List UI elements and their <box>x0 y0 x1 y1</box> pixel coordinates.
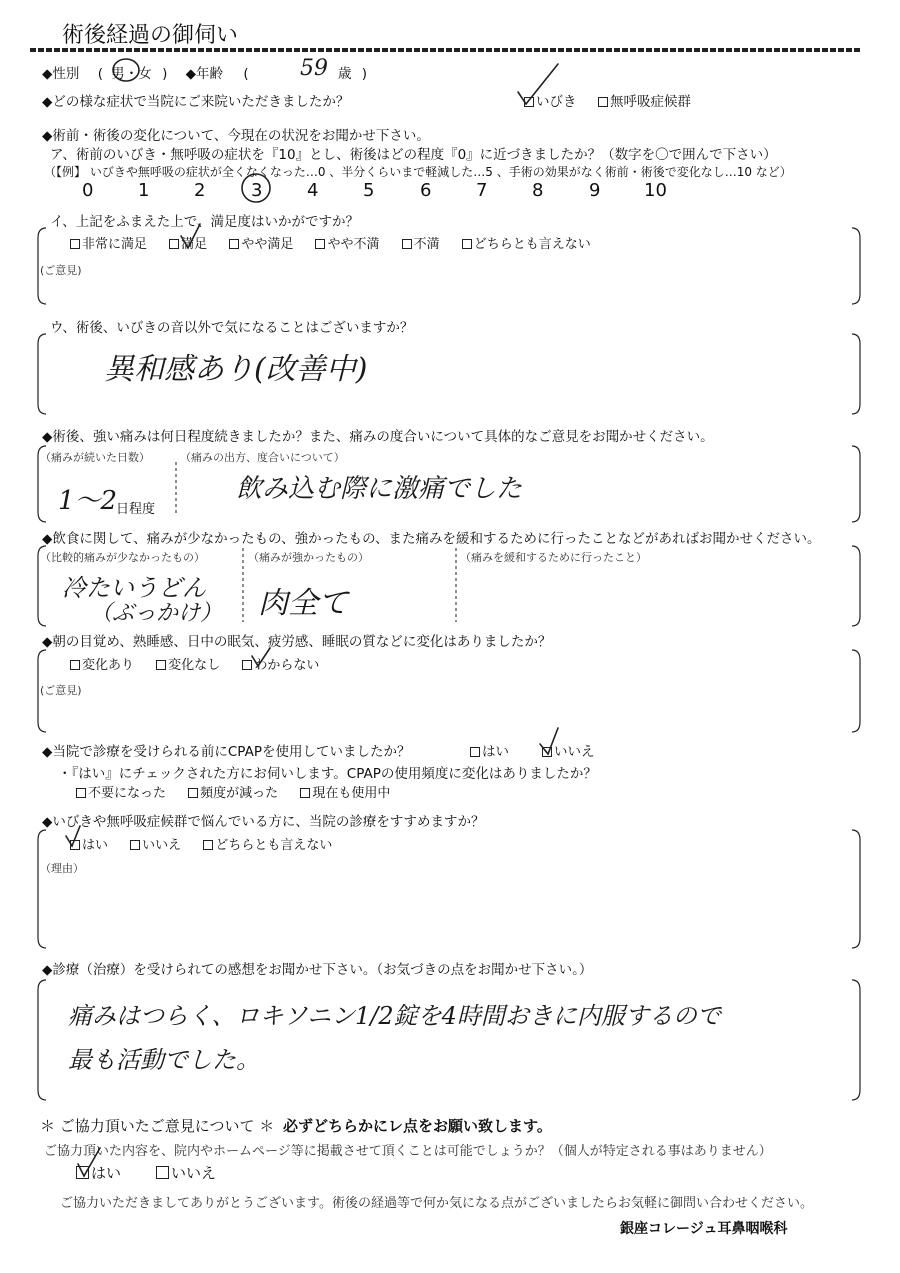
change-subquestion: ア、術前のいびき・無呼吸の症状を『10』とし、術後はどの程度『0』に近づきましたか？（数字を〇で囲んで下さい） <box>50 147 777 163</box>
age-label: ◆年齢 <box>185 66 224 82</box>
change-example: （【例】 いびきや無呼吸の症状が全くなくなった…0 、半分くらいまで軽減した…5 、手術の効果がなく術前・術後で変化なし…10 など） <box>44 165 792 179</box>
age-paren-open: ( <box>243 66 249 82</box>
consent-heading-b: 必ずどちらかにレ点をお願い致します。 <box>283 1117 552 1135</box>
pain-question: ◆術後、強い痛みは何日程度続きましたか？また、痛みの度合いについて具体的なご意見をお聞かせください。 <box>42 429 714 445</box>
sleep-question: ◆朝の目覚め、熟睡感、日中の眠気、疲労感、睡眠の質などに変化はありましたか？ <box>42 634 552 650</box>
scale-4[interactable]: 4 <box>307 180 319 201</box>
option-label: どちらとも言えない <box>473 237 591 252</box>
scale-8[interactable]: 8 <box>532 180 544 201</box>
pain-degree-value[interactable]: 飲み込む際に激痛でした <box>236 474 523 504</box>
consent-question: ご協力頂いた内容を、院内やホームページ等に掲載させて頂くことは可能でしょうか？（個人が特定される事はありません） <box>44 1144 772 1159</box>
scale-6[interactable]: 6 <box>420 180 432 201</box>
option-label: 満足 <box>181 237 208 252</box>
recommend-question: ◆いびきや無呼吸症候群で悩んでいる方に、当院の診療をすすめますか？ <box>42 814 485 830</box>
option-label: はい <box>82 838 109 853</box>
scale-2[interactable]: 2 <box>194 180 206 201</box>
option-label: わからない <box>254 658 320 673</box>
scale-1[interactable]: 1 <box>138 180 150 201</box>
satisfaction-question: イ、上記をふまえた上で、満足度はいかがですか？ <box>50 214 360 230</box>
option-label: 頻度が減った <box>200 786 279 801</box>
food-relief-label: （痛みを緩和するために行ったこと） <box>460 551 647 564</box>
age-value[interactable]: 59 <box>300 56 328 81</box>
consent-heading-a: ＊ ご協力頂いたご意見について ＊ <box>40 1117 275 1135</box>
impression-answer-line1[interactable]: 痛みはつらく、ロキソニン1/2錠を4時間おきに内服するので <box>68 1002 721 1030</box>
gender-female[interactable]: 女 <box>138 66 152 82</box>
option-label: 不要になった <box>88 786 167 801</box>
page-title: 術後経過の御伺い <box>62 23 239 48</box>
scale-7[interactable]: 7 <box>476 180 488 201</box>
food-strong-label: （痛みが強かったもの） <box>248 551 369 564</box>
cpap-subquestion: ・『はい』にチェックされた方にお伺いします。CPAPの使用頻度に変化はありましたか？ <box>58 766 597 782</box>
change-question: ◆術前・術後の変化について、今現在の状況をお聞かせ下さい。 <box>42 128 430 144</box>
cpap-no-label: いいえ <box>554 744 595 760</box>
scale-9[interactable]: 9 <box>589 180 601 201</box>
option-label: 不満 <box>413 237 440 252</box>
footer-thanks: ご協力いただきましてありがとうございます。術後の経過等で何か気になる点がございましたらお気軽に御問い合わせください。 <box>60 1196 813 1211</box>
consent-yes-label: はい <box>91 1164 122 1182</box>
gender-paren-close: ) <box>162 66 168 82</box>
food-less-value-line2[interactable]: （ぶっかけ） <box>90 601 223 626</box>
age-paren-close: ) <box>361 66 368 82</box>
impression-question: ◆診療（治療）を受けられての感想をお聞かせ下さい。（お気づきの点をお聞かせ下さい。） <box>42 962 593 978</box>
option-label: やや不満 <box>327 237 380 252</box>
option-label: 変化なし <box>168 658 221 673</box>
symptom-option-apnea-label: 無呼吸症候群 <box>610 94 691 110</box>
footer-clinic-name: 銀座コレージュ耳鼻咽喉科 <box>620 1221 788 1237</box>
satisfaction-comment-label: (ご意見) <box>40 264 82 277</box>
recommend-reason-label: （理由） <box>40 862 84 875</box>
option-label: 非常に満足 <box>82 237 148 252</box>
food-less-value-line1[interactable]: 冷たいうどん <box>62 574 206 602</box>
option-label: 変化あり <box>82 658 135 673</box>
sleep-comment-label: (ご意見) <box>40 684 82 697</box>
other-answer[interactable]: 異和感あり(改善中) <box>104 352 368 387</box>
cpap-yes-label: はい <box>482 744 509 760</box>
age-unit: 歳 <box>338 66 352 82</box>
gender-male[interactable]: 男 <box>111 66 125 82</box>
gender-separator: ・ <box>124 66 139 82</box>
scale-5[interactable]: 5 <box>363 180 375 201</box>
pain-degree-label: （痛みの出方、度合いについて） <box>180 451 345 464</box>
option-label: 現在も使用中 <box>312 786 391 801</box>
pain-days-value[interactable]: 1〜2 <box>58 486 118 516</box>
option-label: いいえ <box>142 838 182 853</box>
gender-label: ◆性別 <box>42 66 80 82</box>
food-strong-value[interactable]: 肉全て <box>258 586 348 621</box>
food-question: ◆飲食に関して、痛みが少なかったもの、強かったもの、また痛みを緩和するために行ったことなどがあればお聞かせください。 <box>42 531 821 547</box>
gender-paren-open: ( <box>97 66 103 82</box>
symptom-option-snoring-label: いびき <box>536 94 577 110</box>
consent-no-label: いいえ <box>171 1164 217 1182</box>
scale-3[interactable]: 3 <box>251 180 263 201</box>
scale-0[interactable]: 0 <box>82 180 94 201</box>
scale-10[interactable]: 10 <box>644 180 667 201</box>
pain-days-label: （痛みが続いた日数） <box>40 451 150 464</box>
pain-days-unit: 日程度 <box>116 502 156 517</box>
cpap-question: ◆当院で診療を受けられる前にCPAPを使用していましたか？ <box>42 744 411 760</box>
impression-answer-line2[interactable]: 最も活動でした。 <box>68 1046 260 1074</box>
other-question: ウ、術後、いびきの音以外で気になることはございますか？ <box>50 320 414 336</box>
food-less-label: （比較的痛みが少なかったもの） <box>40 551 205 564</box>
option-label: やや満足 <box>241 237 294 252</box>
symptom-question: ◆どの様な症状で当院にご来院いただきましたか？ <box>42 94 350 110</box>
option-label: どちらとも言えない <box>215 838 333 853</box>
